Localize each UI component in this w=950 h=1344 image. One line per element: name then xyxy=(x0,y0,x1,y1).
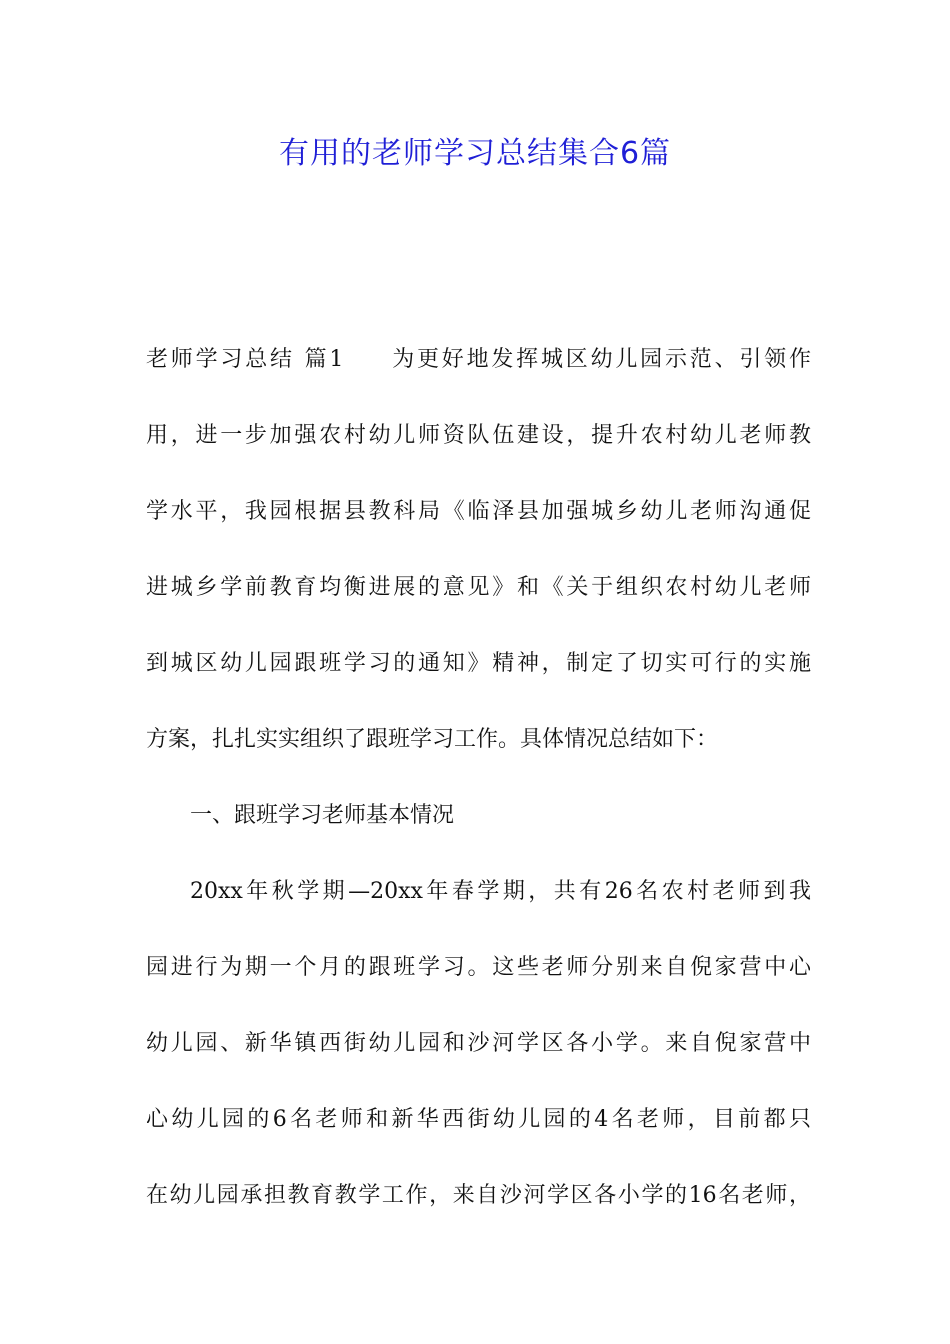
section-heading: 老师学习总结 篇1 xyxy=(146,347,344,372)
paragraph-line xyxy=(146,333,811,387)
document-title: 有用的老师学习总结集合6篇 xyxy=(278,136,672,171)
paragraph-line: 方案，扎扎实实组织了跟班学习工作。具体情况总结如下： xyxy=(146,727,719,752)
paragraph-line: 20xx年秋学期—20xx年春学期，共有26名农村老师到我 xyxy=(190,879,811,904)
paragraph-line: 心幼儿园的6名老师和新华西街幼儿园的4名老师，目前都只 xyxy=(146,1107,811,1132)
paragraph-line: 园进行为期一个月的跟班学习。这些老师分别来自倪家营中心 xyxy=(146,955,811,980)
document-body xyxy=(146,333,811,1245)
line-text: 为更好地发挥城区幼儿园示范、引领作 xyxy=(389,347,811,372)
paragraph-line: 到城区幼儿园跟班学习的通知》精神，制定了切实可行的实施 xyxy=(146,651,811,676)
paragraph-line: 幼儿园、新华镇西街幼儿园和沙河学区各小学。来自倪家营中 xyxy=(146,1031,811,1056)
subheading-line: 一、跟班学习老师基本情况 xyxy=(190,803,455,828)
paragraph-line: 进城乡学前教育均衡进展的意见》和《关于组织农村幼儿老师 xyxy=(146,575,811,600)
paragraph-line: 用，进一步加强农村幼儿师资队伍建设，提升农村幼儿老师教 xyxy=(146,423,811,448)
paragraph-line: 在幼儿园承担教育教学工作，来自沙河学区各小学的16名老师， xyxy=(146,1183,811,1208)
paragraph-line: 学水平，我园根据县教科局《临泽县加强城乡幼儿老师沟通促 xyxy=(146,499,811,524)
